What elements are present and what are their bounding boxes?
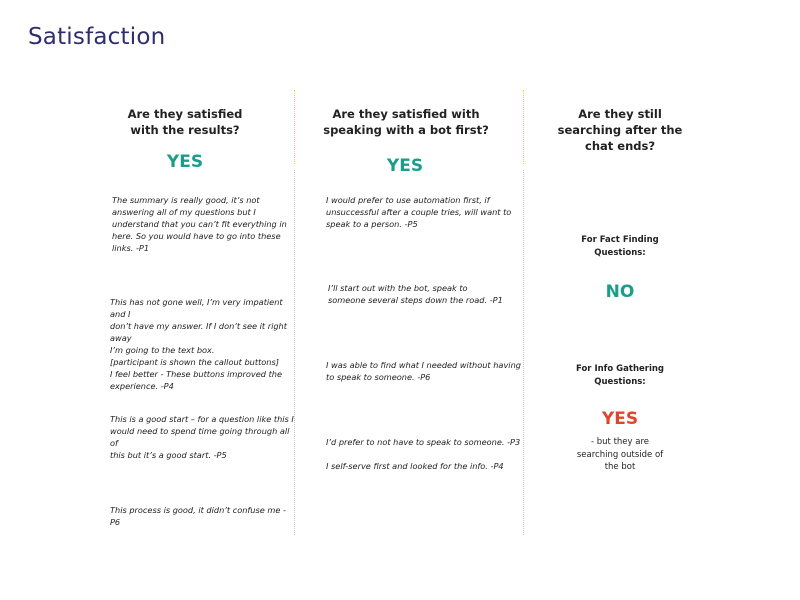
column-2-quote-1: I would prefer to use automation first, if unsuccessful after a couple tries, will want to speak to a person. -P5 (326, 195, 512, 229)
column-2-heading: Are they satisfied with speaking with a bot first? (323, 107, 489, 137)
fact-finding-verdict: NO (605, 282, 635, 302)
info-gathering-note: - but they are searching outside of the bot (576, 437, 664, 472)
divider-1-accent (294, 90, 295, 164)
column-2-verdict: YES (386, 156, 424, 176)
fact-finding-label: For Fact Finding Questions: (581, 235, 659, 258)
column-2-quote-3: I was able to find what I needed without having to speak to someone. -P6 (326, 360, 521, 382)
divider-2-accent (523, 90, 524, 164)
column-1-quote-4: This process is good, it didn’t confuse me -P6 (110, 505, 286, 527)
divider-1 (294, 170, 295, 535)
info-gathering-verdict: YES (601, 409, 639, 429)
info-gathering-label: For Info Gathering Questions: (576, 364, 664, 387)
column-1-heading: Are they satisfied with the results? (127, 107, 243, 137)
column-1-quote-1: The summary is really good, it’s not answering all of my questions but I understand that you can’t fit everything in here. So you would have to go into these links. -P1 (112, 195, 287, 253)
page-title: Satisfaction (28, 24, 166, 50)
column-1-quote-2: This has not gone well, I’m very impatient and I don’t have my answer. If I don’t see it right away I’m going to the text box. [participant is shown the callout buttons] I feel better - These buttons improved the experience. -P4 (110, 297, 287, 391)
column-2-quote-4: I’d prefer to not have to speak to someone. -P3 (326, 437, 521, 447)
divider-2 (523, 170, 524, 535)
column-2-quote-5: I self-serve first and looked for the info. -P4 (326, 461, 504, 471)
column-1-verdict: YES (166, 152, 204, 172)
column-1-quote-3: This is a good start – for a question like this I would need to spend time going through all of this but it’s a good start. -P5 (110, 414, 294, 460)
column-3-heading: Are they still searching after the chat ends? (557, 107, 683, 153)
column-2-quote-2: I’ll start out with the bot, speak to someone several steps down the road. -P1 (328, 283, 503, 305)
